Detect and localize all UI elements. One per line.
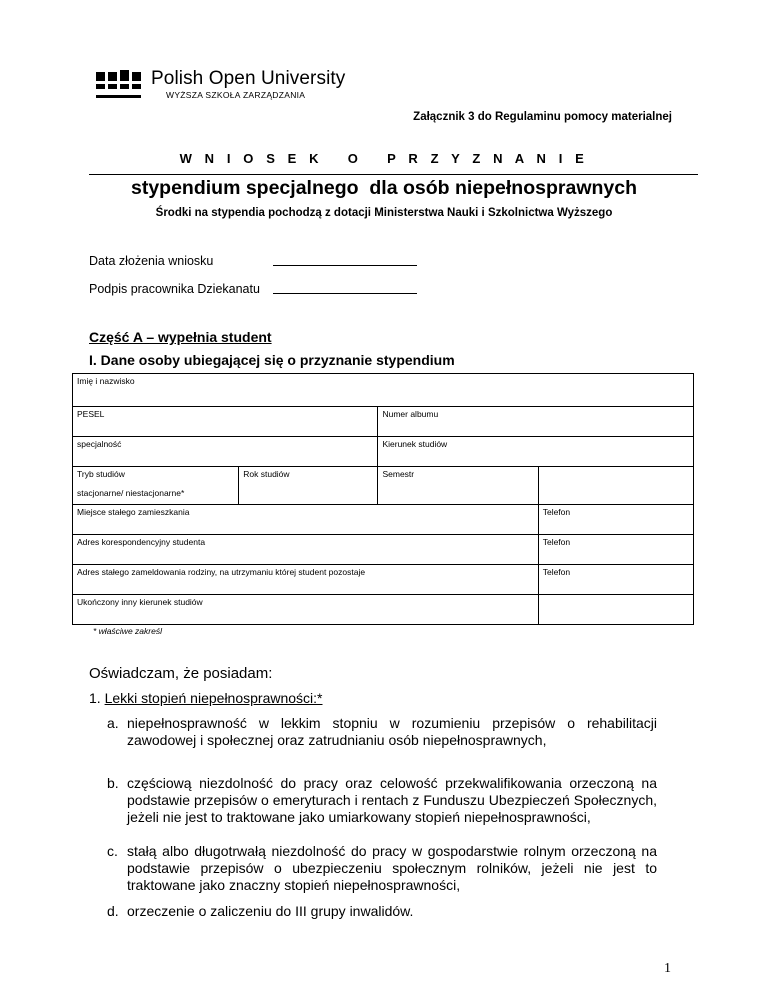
- study-mode-options: stacjonarne/ niestacjonarne*: [77, 488, 185, 498]
- name-label: Imię i nazwisko: [77, 376, 135, 386]
- name-cell[interactable]: [73, 374, 694, 407]
- sub-item-marker: c.: [107, 843, 118, 859]
- org-name: Polish Open University: [151, 68, 346, 89]
- dean-office-signature-label: Podpis pracownika Dziekanatu: [89, 282, 260, 296]
- declaration-intro: Oświadczam, że posiadam:: [89, 665, 273, 682]
- dean-office-signature-field[interactable]: [273, 279, 417, 294]
- semester-label: Semestr: [382, 469, 415, 479]
- logo-mark-icon: [96, 70, 142, 100]
- family-phone-cell[interactable]: [538, 565, 693, 595]
- university-logo: [96, 70, 356, 104]
- submission-date-field[interactable]: [273, 251, 417, 266]
- family-address-cell[interactable]: [73, 565, 539, 595]
- sub-item-text: niepełnosprawność w lekkim stopniu w rozumieniu przepisów o rehabilitacji zawodowej i społecznej oraz zatrudnianiu osób niepełnosprawnych,: [127, 715, 657, 748]
- sub-item-marker: d.: [107, 903, 119, 919]
- other-field-label: Ukończony inny kierunek studiów: [77, 597, 203, 607]
- form-subtitle: stypendium specjalnego dla osób niepełnosprawnych: [130, 177, 638, 199]
- album-number-cell[interactable]: [378, 407, 694, 437]
- submission-date-label: Data złożenia wniosku: [89, 254, 214, 268]
- family-address-label: Adres stałego zameldowania rodziny, na utrzymaniu której student pozostaje: [77, 567, 366, 577]
- residence-phone-cell[interactable]: [538, 505, 693, 535]
- field-of-study-label: Kierunek studiów: [382, 439, 448, 449]
- org-subname: WYŻSZA SZKOŁA ZARZĄDZANIA: [166, 90, 306, 100]
- other-field-cell[interactable]: [73, 595, 539, 625]
- form-heading: W N I O S E K O P R Z Y Z N A N I E: [179, 151, 589, 166]
- declaration-sub-item: [107, 775, 657, 826]
- declaration-sub-item: [107, 715, 657, 749]
- sub-item-marker: b.: [107, 775, 119, 791]
- applicant-data-table: [72, 373, 694, 625]
- semester-cell[interactable]: [378, 467, 538, 505]
- item-1-title: Lekki stopień niepełnosprawności:*: [104, 690, 323, 706]
- other-field-value-cell[interactable]: [538, 595, 693, 625]
- attachment-label: Załącznik 3 do Regulaminu pomocy materialnej: [413, 111, 672, 123]
- correspondence-cell[interactable]: [73, 535, 539, 565]
- residence-label: Miejsce stałego zamieszkania: [77, 507, 190, 517]
- correspondence-label: Adres korespondencyjny studenta: [77, 537, 206, 547]
- semester-value-cell[interactable]: [538, 467, 693, 505]
- study-mode-label: Tryb studiów: [77, 469, 125, 479]
- correspondence-phone-label: Telefon: [542, 537, 571, 547]
- specialty-label: specjalność: [77, 439, 122, 449]
- family-phone-label: Telefon: [542, 567, 571, 577]
- sub-item-marker: a.: [107, 715, 119, 731]
- specialty-cell[interactable]: [73, 437, 378, 467]
- heading-divider: [89, 174, 698, 175]
- part-a-title: Część A – wypełnia student: [89, 329, 272, 345]
- funding-note: Środki na stypendia pochodzą z dotacji Ministerstwa Nauki i Szkolnictwa Wyższego: [155, 207, 613, 219]
- section-1-title: I. Dane osoby ubiegającej się o przyznanie stypendium: [89, 352, 455, 368]
- sub-item-text: orzeczenie o zaliczeniu do III grupy inwalidów.: [127, 903, 414, 919]
- field-of-study-cell[interactable]: [378, 437, 694, 467]
- page-number: 1: [664, 961, 671, 976]
- study-year-cell[interactable]: [239, 467, 378, 505]
- sub-item-text: stałą albo długotrwałą niezdolność do pracy w gospodarstwie rolnym orzeczoną na podstawie przepisów o ubezpieczeniu społecznym rolników, jeżeli nie jest to traktowane jako znaczny stopień niepełnosprawności,: [127, 843, 657, 893]
- album-number-label: Numer albumu: [382, 409, 439, 419]
- pesel-label: PESEL: [77, 409, 105, 419]
- residence-cell[interactable]: [73, 505, 539, 535]
- residence-phone-label: Telefon: [542, 507, 571, 517]
- correspondence-phone-cell[interactable]: [538, 535, 693, 565]
- declaration-sub-item: [107, 843, 657, 894]
- sub-item-text: częściową niezdolność do pracy oraz celowość przekwalifikowania orzeczoną na podstawie przepisów o emeryturach i rentach z Funduszu Ubezpieczeń Społecznych, jeżeli nie jest to traktowane jako umiarkowany stopień niepełnosprawności,: [127, 775, 657, 825]
- item-1-number: 1.: [89, 690, 101, 706]
- declaration-item-1: [89, 690, 323, 706]
- pesel-cell[interactable]: [73, 407, 378, 437]
- footnote: * właściwe zakreśl: [93, 626, 162, 636]
- study-mode-cell[interactable]: [73, 467, 239, 505]
- study-year-label: Rok studiów: [243, 469, 290, 479]
- declaration-sub-item: [107, 903, 657, 920]
